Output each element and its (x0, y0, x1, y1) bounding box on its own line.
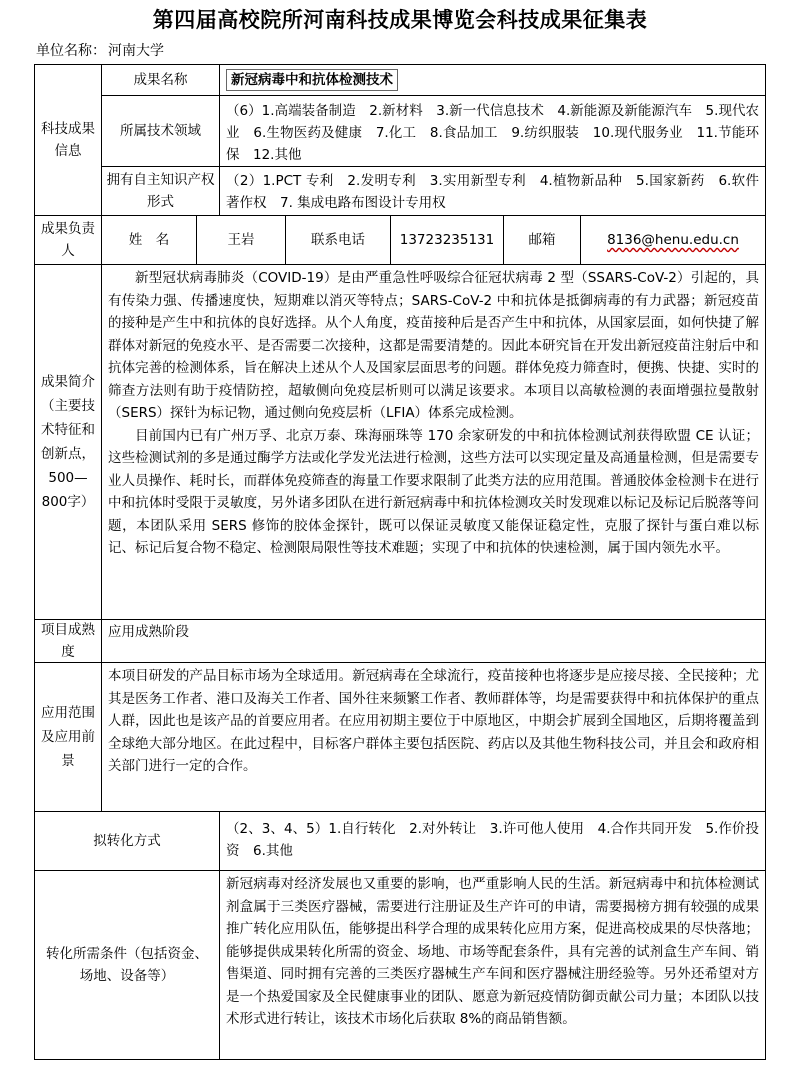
conditions-label-cell (34, 870, 220, 1060)
tech-name-value: 新冠病毒中和抗体检测技术 (226, 69, 398, 91)
leader-phone-value-cell (390, 215, 504, 265)
tech-ip-value-cell (219, 166, 766, 216)
tech-ip-label: 拥有自主知识产权形式 (106, 172, 215, 210)
summary-label-cell (34, 264, 102, 620)
leader-name-label-cell (101, 215, 197, 265)
tech-info-section-text: 科技成果信息 (41, 121, 95, 159)
transfer-value-cell (219, 811, 766, 871)
tech-info-section-label (34, 64, 102, 216)
leader-name-label: 姓 名 (128, 232, 170, 248)
maturity-label: 项目成熟度 (41, 622, 95, 660)
leader-phone-label-cell (285, 215, 391, 265)
leader-phone-value: 13723235131 (399, 232, 495, 248)
application-value-cell (101, 662, 766, 812)
summary-value-cell (101, 264, 766, 620)
summary-label: 成果简介（主要技术特征和创新点，500—800字） (41, 374, 95, 510)
tech-name-label: 成果名称 (133, 72, 188, 88)
maturity-value-cell (101, 619, 766, 663)
tech-ip-value: （2）1.PCT 专利 2.发明专利 3.实用新型专利 4.植物新品种 5.国家新药 6.软件著作权 7. 集成电路布图设计专用权 (226, 173, 759, 211)
tech-name-label-cell (101, 64, 220, 96)
leader-section-text: 成果负责人 (41, 221, 95, 259)
leader-email-label-cell (503, 215, 581, 265)
leader-name-value: 王岩 (227, 232, 255, 248)
unit-label: 单位名称： (36, 43, 106, 59)
transfer-value: （2、3、4、5）1.自行转化 2.对外转让 3.许可他人使用 4.合作共同开发 5.作价投资 6.其他 (226, 821, 759, 859)
tech-field-value-cell (219, 95, 766, 167)
unit-value: 河南大学 (108, 43, 164, 59)
unit-line (36, 40, 164, 60)
tech-name-value-cell (219, 64, 766, 96)
tech-field-value: （6）1.高端装备制造 2.新材料 3.新一代信息技术 4.新能源及新能源汽车 5.现代农业 6.生物医药及健康 7.化工 8.食品加工 9.纺织服装 10.现代服务业 11.节能环保 12.其他 (226, 103, 759, 163)
conditions-value-cell (219, 870, 766, 1060)
conditions-label: 转化所需条件（包括资金、场地、设备等） (46, 946, 208, 984)
tech-field-label: 所属技术领域 (120, 123, 201, 139)
leader-name-value-cell (196, 215, 286, 265)
document-title: 第四届高校院所河南科技成果博览会科技成果征集表 (152, 7, 648, 32)
transfer-label: 拟转化方式 (93, 833, 161, 849)
maturity-label-cell (34, 619, 102, 663)
tech-ip-label-cell (101, 166, 220, 216)
application-label: 应用范围及应用前景 (41, 705, 95, 769)
conditions-value: 新冠病毒对经济发展也又重要的影响，也严重影响人民的生活。新冠病毒中和抗体检测试剂盒属于三类医疗器械，需要进行注册证及生产许可的申请，需要揭榜方拥有较强的成果推广转化应用队伍，能够提出科学合理的成果转化应用方案，促进高校成果的尽快落地；能够提供成果转化所需的资金、场地、市场等配套条件，具有完善的试剂盒生产车间、销售渠道、同时拥有完善的三类医疗器械生产车间和医疗器械注册经验等。另外还希望对方是一个热爱国家及全民健康事业的团队、愿意为新冠疫情防御贡献公司力量；本团队以技术形式进行转让，该技术市场化后获取 8%的商品销售额。 (226, 876, 759, 1027)
leader-email-label: 邮箱 (528, 232, 556, 248)
maturity-value: 应用成熟阶段 (108, 624, 189, 640)
application-label-cell (34, 662, 102, 812)
leader-email-value[interactable]: 8136@henu.edu.cn (607, 232, 739, 248)
leader-phone-label: 联系电话 (311, 232, 365, 248)
tech-field-label-cell (101, 95, 220, 167)
application-value: 本项目研发的产品目标市场为全球适用。新冠病毒在全球流行，疫苗接种也将逐步是应接尽接、全民接种；尤其是医务工作者、港口及海关工作者、国外往来频繁工作者、教师群体等，均是需要获得中和抗体保护的重点人群，因此也是该产品的首要应用者。在应用初期主要位于中原地区，中期会扩展到全国地区，后期将覆盖到全球绝大部分地区。在此过程中，目标客户群体主要包括医院、药店以及其他生物科技公司，并且会和政府相关部门进行一定的合作。 (108, 668, 759, 774)
summary-paragraph-2: 目前国内已有广州万孚、北京万泰、珠海丽珠等 170 余家研发的中和抗体检测试剂获得欧盟 CE 认证；这些检测试剂的多是通过酶学方法或化学发光法进行检测，这些方法可以实现定量及高通量检测，但是需要专业人员操作、耗时长，而群体免疫筛查的海量工作要求限制了此类方法的应用范围。普通胶体金检测卡在进行中和抗体时受限于灵敏度，另外诸多团队在进行新冠病毒中和抗体检测攻关时发现难以标记及标记后脱落等问题，本团队采用 SERS 修饰的胶体金探针，既可以保证灵敏度又能保证稳定性，克服了探针与蛋白难以标记、标记后复合物不稳定、检测限局限性等技术难题；实现了中和抗体的快速检测，属于国内领先水平。 (108, 427, 759, 556)
leader-email-value-cell (580, 215, 766, 265)
transfer-label-cell (34, 811, 220, 871)
summary-paragraph-1: 新型冠状病毒肺炎（COVID-19）是由严重急性呼吸综合征冠状病毒 2 型（SSARS-CoV-2）引起的，具有传染力强、传播速度快，短期难以消灭等特点；SARS-CoV-2 中和抗体是抵御病毒的有力武器；新冠疫苗的接种是产生中和抗体的良好选择。从个人角度，疫苗接种后是否产生中和抗体，从国家层面，如何快捷了解群体对新冠的免疫水平、是否需要二次接种，这都是需要清楚的。因此本研究旨在开发出新冠疫苗注射后中和抗体完善的检测体系，旨在解决上述从个人及国家层面思考的问题。群体免疫力筛查时，便携、快捷、实时的筛查方法则有助于疫情防控，超敏侧向免疫层析则可以满足该要求。本项目以高敏检测的表面增强拉曼散射（SERS）探针为标记物，通过侧向免疫层析（LFIA）体系完成检测。 (108, 270, 759, 421)
leader-section-label (34, 215, 102, 265)
